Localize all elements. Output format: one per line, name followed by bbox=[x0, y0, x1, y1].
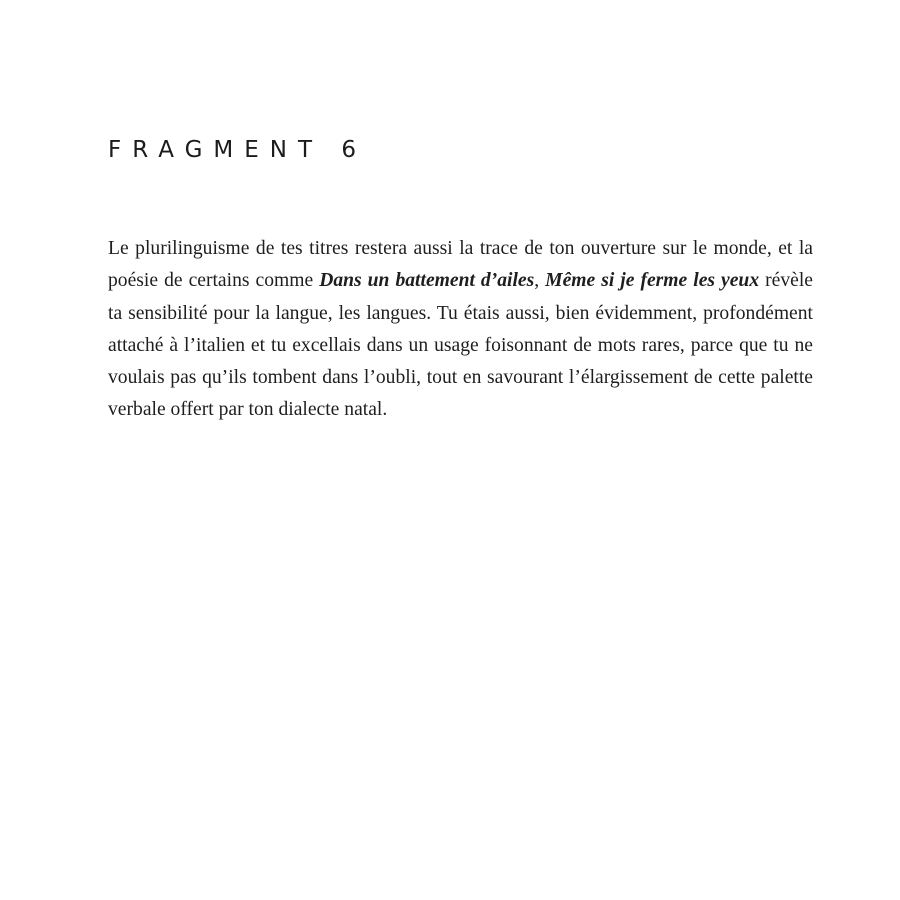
paragraph-text-part-3: révèle ta sensibilité pour la langue, les langues. Tu étais aussi, bien évidemment, profondément attaché à l’italien et tu excellais dans un usage foisonnant de mots rares, parce que tu ne voulais pas qu’ils tombent dans l’oubli, tout en savourant l’élargissement de cette palette verbale offert par ton dialecte natal. bbox=[108, 270, 813, 421]
paragraph-text-part-1: Le plurilinguisme de tes titres restera aussi la trace de ton ouverture sur le monde, et la poésie de certains comme bbox=[108, 238, 813, 292]
song-title-reference-1: Dans un battement d’ailes bbox=[319, 270, 535, 292]
paragraph-text-part-2: , bbox=[534, 270, 546, 292]
song-title-reference-2: Même si je ferme les yeux bbox=[545, 270, 760, 292]
body-paragraph bbox=[108, 233, 813, 427]
fragment-heading: FRAGMENT 6 bbox=[108, 137, 368, 163]
